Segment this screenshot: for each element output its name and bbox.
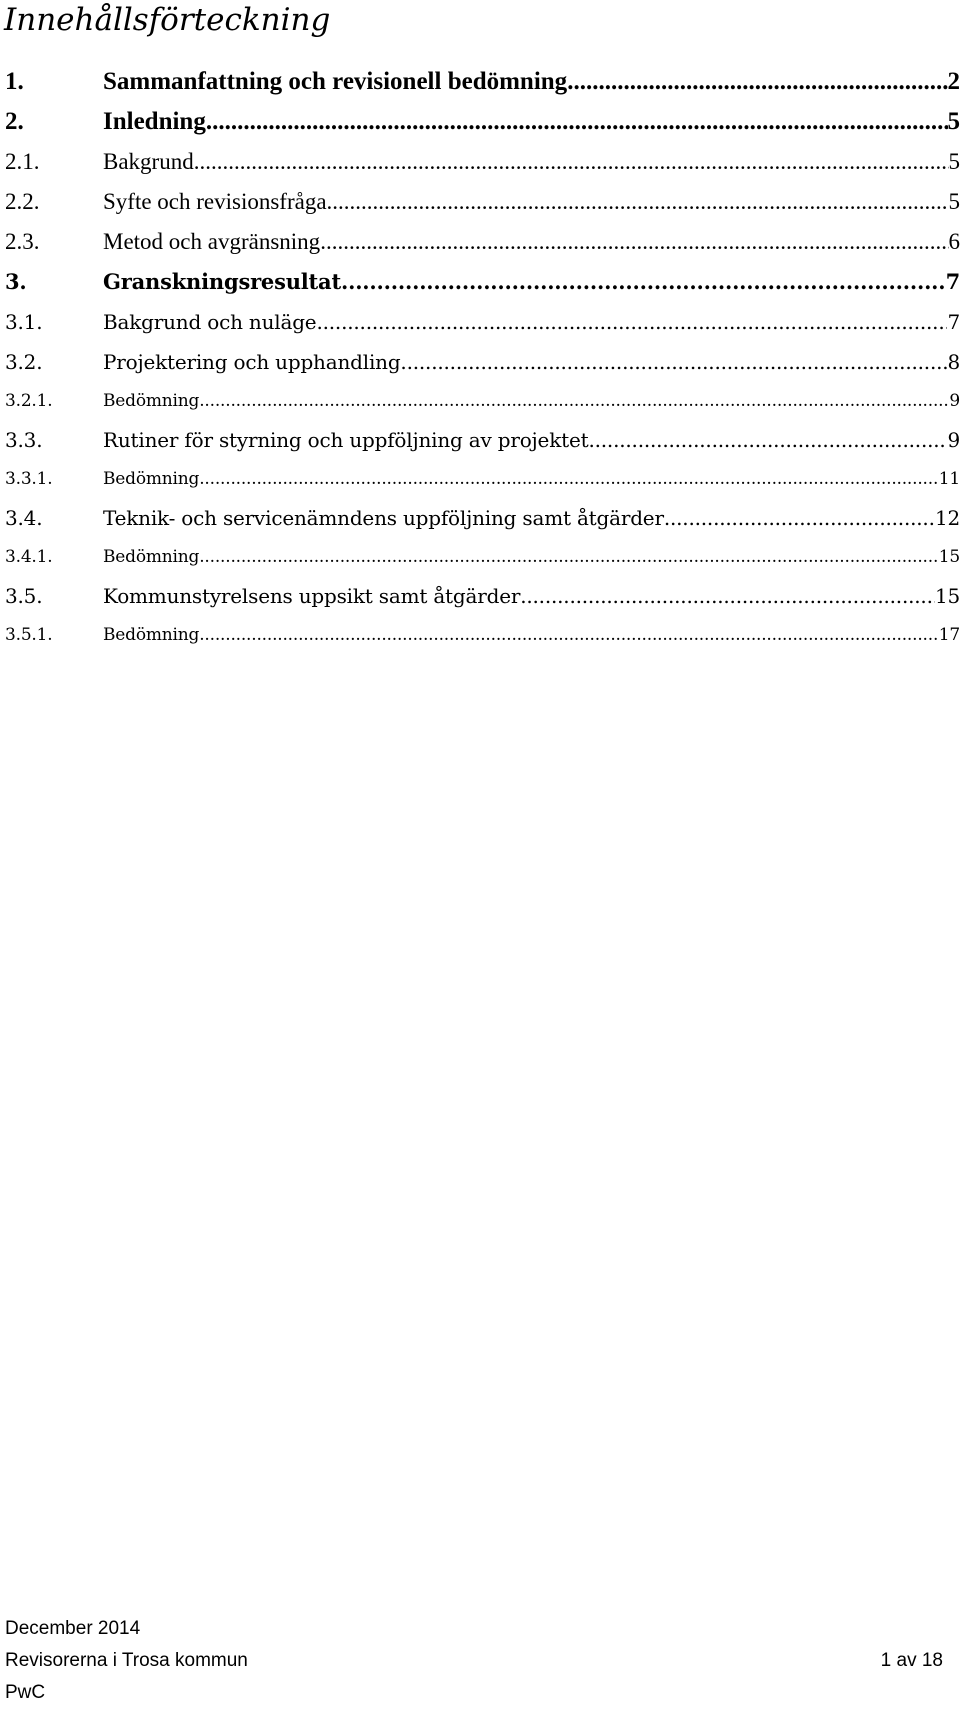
toc-entry-title: Bedömning xyxy=(103,469,200,489)
toc-entry-page: 6 xyxy=(948,229,960,254)
toc-entry-page: 8 xyxy=(947,350,960,374)
dot-leader xyxy=(316,302,947,342)
toc-entry-3-1[interactable] xyxy=(5,302,960,342)
dot-leader xyxy=(588,420,947,460)
toc-entry-number: 2.1. xyxy=(5,149,40,174)
dot-leader xyxy=(664,498,935,538)
toc-entry-page: 5 xyxy=(947,108,960,135)
toc-entry-title: Bakgrund och nuläge xyxy=(103,310,317,334)
toc-entry-3[interactable] xyxy=(5,262,960,302)
toc-entry-title: Rutiner för styrning och uppföljning av projektet xyxy=(103,428,589,452)
toc-entry-page: 9 xyxy=(949,391,960,411)
toc-entry-page: 17 xyxy=(938,625,960,645)
toc-entry-3-4-1[interactable] xyxy=(5,538,960,576)
dot-leader xyxy=(320,222,948,262)
toc-entry-3-2-1[interactable] xyxy=(5,382,960,420)
toc-entry-2-1[interactable] xyxy=(5,142,960,182)
dot-leader xyxy=(199,460,939,498)
toc-entry-title: Metod och avgränsning xyxy=(103,229,321,254)
toc-entry-title: Inledning xyxy=(103,108,206,135)
footer-organization: Revisorerna i Trosa kommun xyxy=(5,1650,248,1671)
toc-entry-page: 11 xyxy=(938,469,960,489)
toc-entry-3-5-1[interactable] xyxy=(5,616,960,654)
toc-entry-page: 15 xyxy=(938,547,960,567)
toc-entry-title: Bedömning xyxy=(103,391,200,411)
toc-entry-number: 3.3.1. xyxy=(5,469,53,489)
toc-entry-number: 2.2. xyxy=(5,189,40,214)
toc-entry-title: Syfte och revisionsfråga xyxy=(103,189,327,214)
toc-entry-title: Bedömning xyxy=(103,547,200,567)
table-of-contents xyxy=(5,62,960,654)
toc-entry-page: 7 xyxy=(945,269,960,294)
dot-leader xyxy=(567,62,947,102)
toc-entry-number: 3. xyxy=(5,269,27,294)
dot-leader xyxy=(520,576,935,616)
toc-entry-title: Projektering och upphandling xyxy=(103,350,401,374)
toc-entry-2-2[interactable] xyxy=(5,182,960,222)
toc-entry-page: 2 xyxy=(947,68,960,95)
toc-entry-number: 2. xyxy=(5,108,24,135)
footer-company: PwC xyxy=(5,1682,46,1703)
toc-entry-page: 9 xyxy=(947,428,960,452)
toc-entry-2-3[interactable] xyxy=(5,222,960,262)
dot-leader xyxy=(327,182,949,222)
toc-entry-title: Sammanfattning och revisionell bedömning xyxy=(103,68,568,95)
toc-entry-title: Kommunstyrelsens uppsikt samt åtgärder xyxy=(103,584,521,608)
toc-title: Innehållsförteckning xyxy=(4,2,331,38)
toc-entry-number: 3.2. xyxy=(5,350,43,374)
footer-company-row xyxy=(5,1677,943,1709)
toc-entry-number: 3.4.1. xyxy=(5,547,53,567)
toc-entry-3-3-1[interactable] xyxy=(5,460,960,498)
dot-leader xyxy=(199,616,939,654)
footer-date-row xyxy=(5,1613,943,1645)
toc-entry-page: 7 xyxy=(947,310,960,334)
dot-leader xyxy=(194,142,949,182)
toc-entry-page: 5 xyxy=(948,149,960,174)
toc-entry-title: Bakgrund xyxy=(103,149,194,174)
toc-entry-number: 1. xyxy=(5,68,24,95)
toc-entry-title: Granskningsresultat xyxy=(103,269,341,294)
toc-entry-2[interactable] xyxy=(5,102,960,142)
dot-leader xyxy=(206,102,948,142)
toc-entry-3-4[interactable] xyxy=(5,498,960,538)
dot-leader xyxy=(341,262,946,302)
toc-entry-number: 3.3. xyxy=(5,428,43,452)
dot-leader xyxy=(199,382,949,420)
toc-entry-page: 15 xyxy=(934,584,960,608)
footer-date: December 2014 xyxy=(5,1618,141,1639)
toc-entry-title: Teknik- och servicenämndens uppföljning samt åtgärder xyxy=(103,506,664,530)
toc-entry-title: Bedömning xyxy=(103,625,200,645)
footer-page-indicator: 1 av 18 xyxy=(880,1650,943,1671)
toc-entry-number: 3.4. xyxy=(5,506,43,530)
toc-entry-number: 3.2.1. xyxy=(5,391,53,411)
toc-entry-3-3[interactable] xyxy=(5,420,960,460)
dot-leader xyxy=(199,538,939,576)
toc-entry-page: 5 xyxy=(948,189,960,214)
page-footer xyxy=(5,1613,943,1709)
toc-entry-number: 3.5. xyxy=(5,584,43,608)
toc-entry-number: 3.5.1. xyxy=(5,625,53,645)
toc-entry-3-2[interactable] xyxy=(5,342,960,382)
footer-organization-row xyxy=(5,1645,943,1677)
toc-entry-number: 2.3. xyxy=(5,229,40,254)
toc-entry-3-5[interactable] xyxy=(5,576,960,616)
toc-entry-1[interactable] xyxy=(5,62,960,102)
toc-entry-page: 12 xyxy=(934,506,960,530)
dot-leader xyxy=(400,342,947,382)
toc-entry-number: 3.1. xyxy=(5,310,43,334)
